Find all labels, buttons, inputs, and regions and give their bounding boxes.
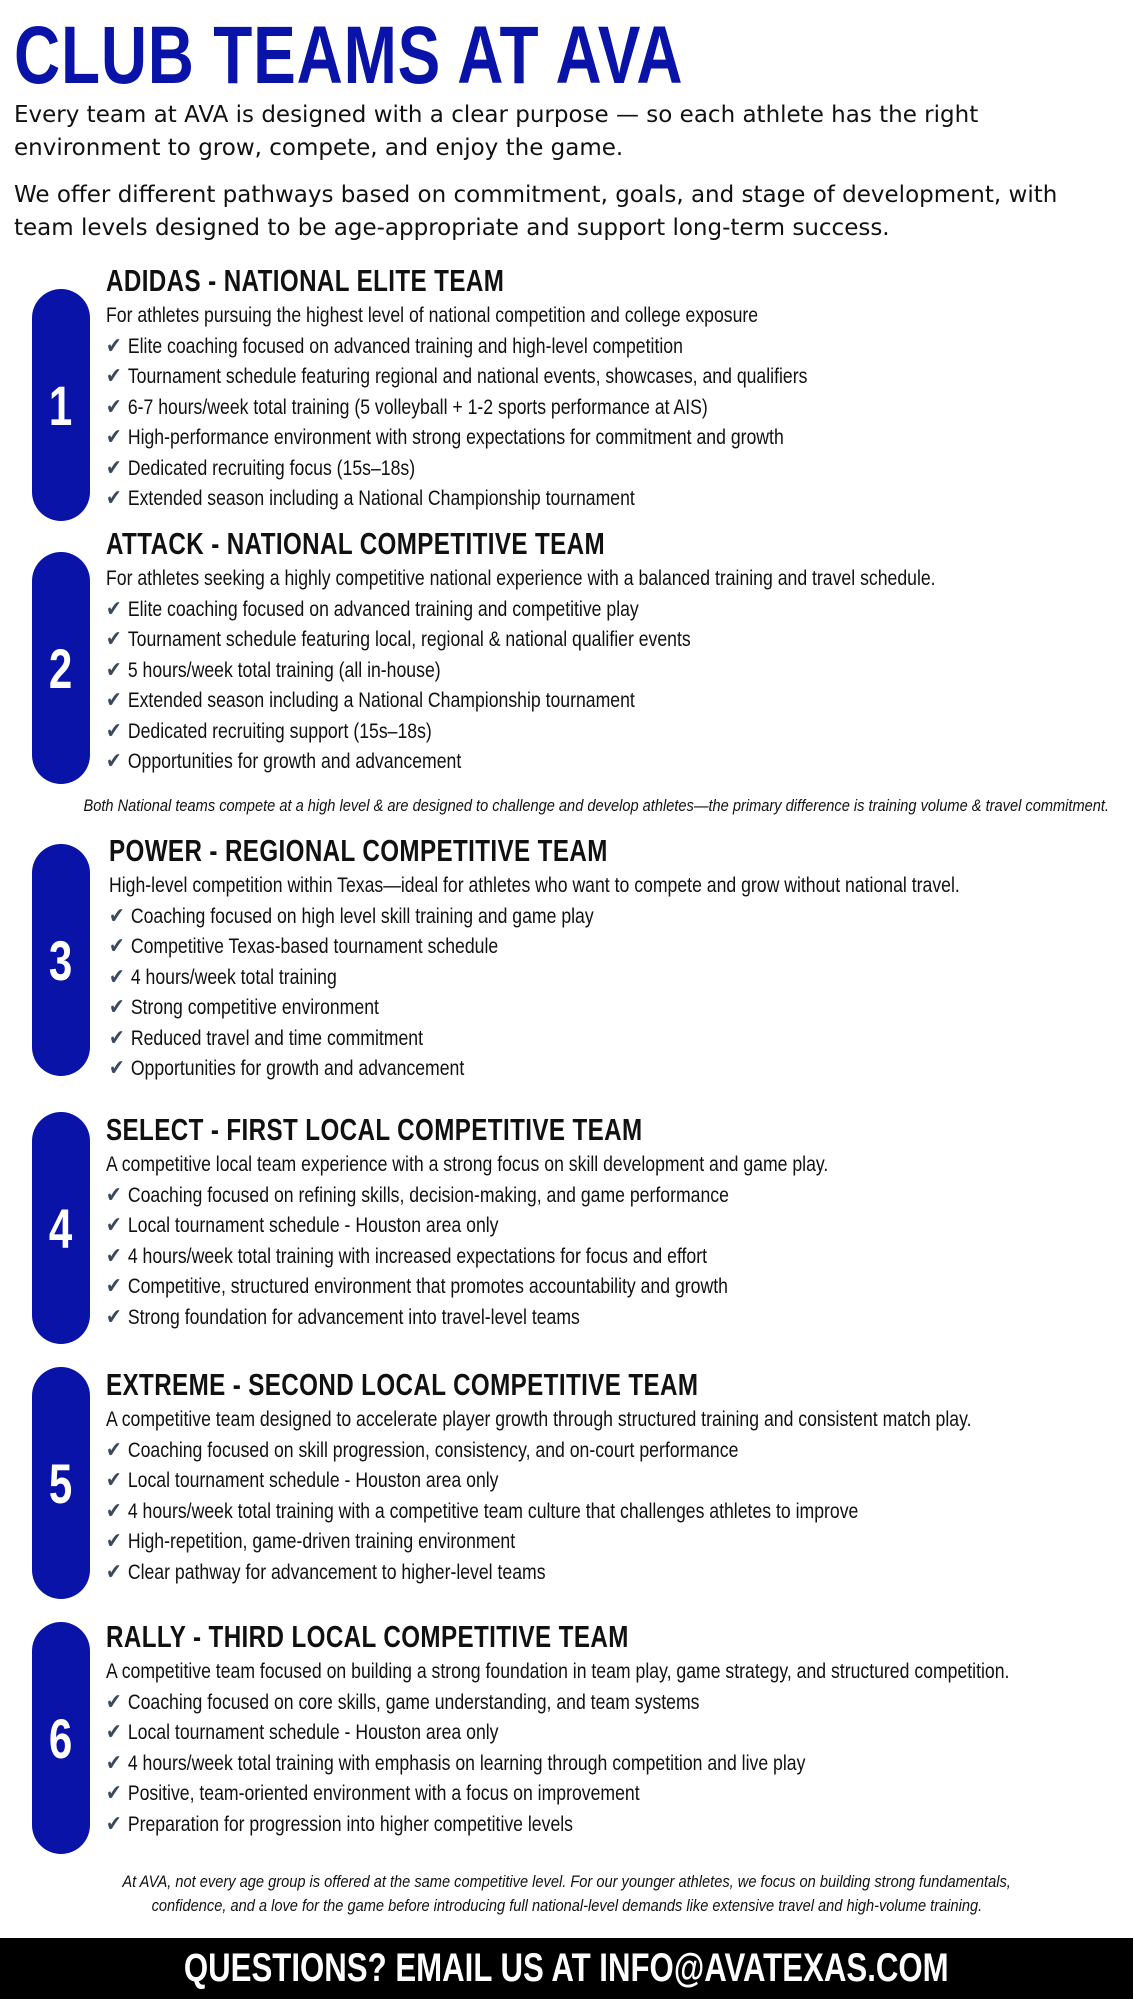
team-description: A competitive team focused on building a strong foundation in team play, game strategy, and structured competition. (106, 1660, 1010, 1683)
team-bullet (106, 1497, 963, 1528)
team-bullet (106, 1303, 963, 1334)
team-bullet-text: Elite coaching focused on advanced training and high-level competition (127, 334, 683, 358)
team-bullet (106, 362, 963, 393)
team-bullet-text: 6-7 hours/week total training (5 volleyball + 1-2 sports performance at AIS) (127, 395, 708, 419)
check-mark-icon: ✔ (106, 1811, 122, 1837)
closing-note-line-2: confidence, and a love for the game before introducing full national-level demands like extensive travel and high-volume training. (151, 1896, 982, 1915)
team-bullet-text: 5 hours/week total training (all in-house) (127, 658, 441, 682)
team-bullet-text: Dedicated recruiting focus (15s–18s) (127, 456, 416, 480)
team-title: EXTREME - SECOND LOCAL COMPETITIVE TEAM (106, 1367, 699, 1402)
team-details (106, 263, 1126, 515)
team-description: A competitive team designed to accelerate player growth through structured training and consistent match play. (106, 1408, 972, 1431)
team-bullet-text: Tournament schedule featuring local, regional & national qualifier events (127, 628, 691, 651)
check-mark-icon: ✔ (106, 1213, 122, 1238)
check-mark-icon: ✔ (106, 1559, 122, 1585)
team-number-badge (32, 1367, 90, 1599)
team-number-badge (32, 1622, 90, 1854)
team-bullet (106, 686, 963, 717)
check-mark-icon: ✔ (106, 718, 122, 744)
check-mark-icon: ✔ (106, 425, 122, 450)
team-bullet-text: Tournament schedule featuring regional and national events, showcases, and qualifiers (127, 365, 808, 388)
check-mark-icon: ✔ (106, 657, 122, 683)
team-details (106, 1112, 1126, 1333)
check-mark-icon: ✔ (106, 1529, 122, 1554)
team-details (106, 526, 1126, 778)
team-bullet (106, 423, 963, 454)
team-bullet-text: Local tournament schedule - Houston area only (127, 1721, 499, 1744)
team-bullet (109, 902, 966, 933)
team-number: 4 (49, 1196, 73, 1260)
check-mark-icon: ✔ (106, 1689, 122, 1715)
team-title: ATTACK - NATIONAL COMPETITIVE TEAM (106, 526, 606, 561)
team-bullet-text: 4 hours/week total training with a competitive team culture that challenges athletes to improve (127, 1499, 859, 1523)
team-number: 1 (49, 373, 73, 437)
team-bullet-text: Positive, team-oriented environment with a focus on improvement (127, 1782, 640, 1805)
team-bullet (106, 454, 963, 485)
intro-paragraph-1: Every team at AVA is designed with a clear purpose — so each athlete has the right environment to grow, compete, and enjoy the game. (14, 102, 979, 161)
team-bullet-text: 4 hours/week total training with emphasis on learning through competition and live play (127, 1751, 806, 1775)
team-number: 2 (49, 636, 73, 700)
team-bullet (106, 747, 963, 778)
check-mark-icon: ✔ (106, 1274, 122, 1299)
team-bullet (106, 393, 963, 424)
team-bullet (106, 1436, 963, 1467)
team-bullet (106, 656, 963, 687)
check-mark-icon: ✔ (106, 486, 122, 511)
check-mark-icon: ✔ (106, 1304, 122, 1330)
team-bullet-text: Coaching focused on refining skills, decision-making, and game performance (127, 1183, 729, 1207)
check-mark-icon: ✔ (106, 1437, 122, 1463)
team-bullet (109, 993, 966, 1024)
team-bullet-text: Coaching focused on core skills, game understanding, and team systems (127, 1690, 700, 1714)
team-bullet-text: Local tournament schedule - Houston area only (127, 1214, 499, 1237)
team-description: High-level competition within Texas—ideal for athletes who want to compete and grow without national travel. (109, 874, 960, 897)
team-bullet-text: Extended season including a National Championship tournament (127, 689, 635, 712)
check-mark-icon: ✔ (109, 964, 125, 990)
team-bullet (106, 484, 963, 515)
check-mark-icon: ✔ (106, 1182, 122, 1208)
team-bullet-text: 4 hours/week total training with increased expectations for focus and effort (127, 1244, 708, 1268)
team-description: For athletes pursuing the highest level of national competition and college exposure (106, 304, 759, 327)
check-mark-icon: ✔ (106, 596, 122, 622)
team-bullet (106, 717, 963, 748)
check-mark-icon: ✔ (106, 1781, 122, 1806)
team-bullet (106, 595, 963, 626)
check-mark-icon: ✔ (109, 1025, 125, 1051)
team-details (109, 833, 1129, 1085)
team-description: For athletes seeking a highly competitive national experience with a balanced training and travel schedule. (106, 567, 936, 590)
check-mark-icon: ✔ (109, 995, 125, 1020)
check-mark-icon: ✔ (106, 688, 122, 713)
team-bullet-text: Dedicated recruiting support (15s–18s) (127, 719, 432, 743)
national-teams-note: Both National teams compete at a high level & are designed to challenge and develop athletes—the primary difference is training volume & travel commitment. (83, 796, 1110, 815)
intro-paragraph-2: We offer different pathways based on commitment, goals, and stage of development, with team levels designed to be age-appropriate and support long-term success. (14, 182, 1058, 241)
footer-banner (0, 1938, 1133, 1999)
check-mark-icon: ✔ (106, 455, 122, 481)
team-number: 6 (49, 1706, 73, 1770)
check-mark-icon: ✔ (106, 749, 122, 774)
team-bullet-text: High-repetition, game-driven training environment (127, 1530, 516, 1553)
team-bullet-text: Local tournament schedule - Houston area only (127, 1469, 499, 1492)
team-bullet (106, 1558, 963, 1589)
team-bullet (106, 1810, 963, 1841)
check-mark-icon: ✔ (109, 903, 125, 929)
team-bullet (109, 932, 966, 963)
team-bullet-text: Preparation for progression into higher competitive levels (127, 1812, 574, 1836)
team-bullet (106, 1527, 963, 1558)
team-bullet-text: Strong competitive environment (130, 996, 379, 1019)
team-bullet-text: Competitive Texas-based tournament schedule (130, 935, 499, 958)
check-mark-icon: ✔ (106, 364, 122, 389)
team-bullet (109, 1024, 966, 1055)
closing-note-line-1: At AVA, not every age group is offered at the same competitive level. For our younger athletes, we focus on building strong fundamentals, (122, 1872, 1011, 1891)
team-bullet (106, 1181, 963, 1212)
team-title: ADIDAS - NATIONAL ELITE TEAM (106, 263, 505, 298)
check-mark-icon: ✔ (106, 627, 122, 652)
team-bullet-text: Opportunities for growth and advancement (130, 1057, 465, 1080)
team-details (106, 1619, 1126, 1840)
team-bullet-text: Strong foundation for advancement into travel-level teams (127, 1305, 580, 1329)
team-bullet (106, 625, 963, 656)
check-mark-icon: ✔ (106, 1498, 122, 1524)
team-number: 5 (49, 1451, 73, 1515)
check-mark-icon: ✔ (106, 394, 122, 420)
team-bullet-text: Coaching focused on skill progression, consistency, and on-court performance (127, 1438, 739, 1462)
contact-email-text: QUESTIONS? EMAIL US AT INFO@AVATEXAS.COM (184, 1946, 949, 1990)
team-number-badge (32, 289, 90, 521)
team-bullet-text: Coaching focused on high level skill training and game play (130, 904, 594, 928)
team-bullet (106, 1688, 963, 1719)
check-mark-icon: ✔ (106, 1750, 122, 1776)
team-bullet-text: Opportunities for growth and advancement (127, 750, 462, 773)
team-bullet (106, 1211, 963, 1242)
team-title: RALLY - THIRD LOCAL COMPETITIVE TEAM (106, 1619, 629, 1654)
team-title: POWER - REGIONAL COMPETITIVE TEAM (109, 833, 608, 868)
team-bullet (106, 1466, 963, 1497)
team-number-badge (32, 844, 90, 1076)
team-details (106, 1367, 1126, 1588)
team-bullet (109, 963, 966, 994)
team-bullet (106, 1242, 963, 1273)
team-bullet (106, 1272, 963, 1303)
team-bullet-text: Elite coaching focused on advanced training and competitive play (127, 597, 639, 621)
check-mark-icon: ✔ (109, 934, 125, 959)
check-mark-icon: ✔ (106, 1243, 122, 1269)
team-bullet-text: Clear pathway for advancement to higher-level teams (127, 1560, 546, 1584)
team-number-badge (32, 1112, 90, 1344)
team-bullet (109, 1054, 966, 1085)
team-bullet (106, 332, 963, 363)
check-mark-icon: ✔ (109, 1056, 125, 1081)
team-bullet-text: 4 hours/week total training (130, 965, 337, 989)
check-mark-icon: ✔ (106, 333, 122, 359)
team-title: SELECT - FIRST LOCAL COMPETITIVE TEAM (106, 1112, 643, 1147)
team-bullet-text: High-performance environment with strong expectations for commitment and growth (127, 426, 784, 449)
team-description: A competitive local team experience with a strong focus on skill development and game play. (106, 1153, 829, 1176)
check-mark-icon: ✔ (106, 1468, 122, 1493)
team-bullet (106, 1779, 963, 1810)
team-number-badge (32, 552, 90, 784)
team-bullet (106, 1749, 963, 1780)
team-bullet-text: Extended season including a National Championship tournament (127, 487, 635, 510)
check-mark-icon: ✔ (106, 1720, 122, 1745)
team-bullet-text: Reduced travel and time commitment (130, 1026, 424, 1050)
page-title: CLUB TEAMS AT AVA (14, 10, 684, 101)
team-number: 3 (49, 928, 73, 992)
team-bullet-text: Competitive, structured environment that promotes accountability and growth (127, 1275, 728, 1298)
team-bullet (106, 1718, 963, 1749)
